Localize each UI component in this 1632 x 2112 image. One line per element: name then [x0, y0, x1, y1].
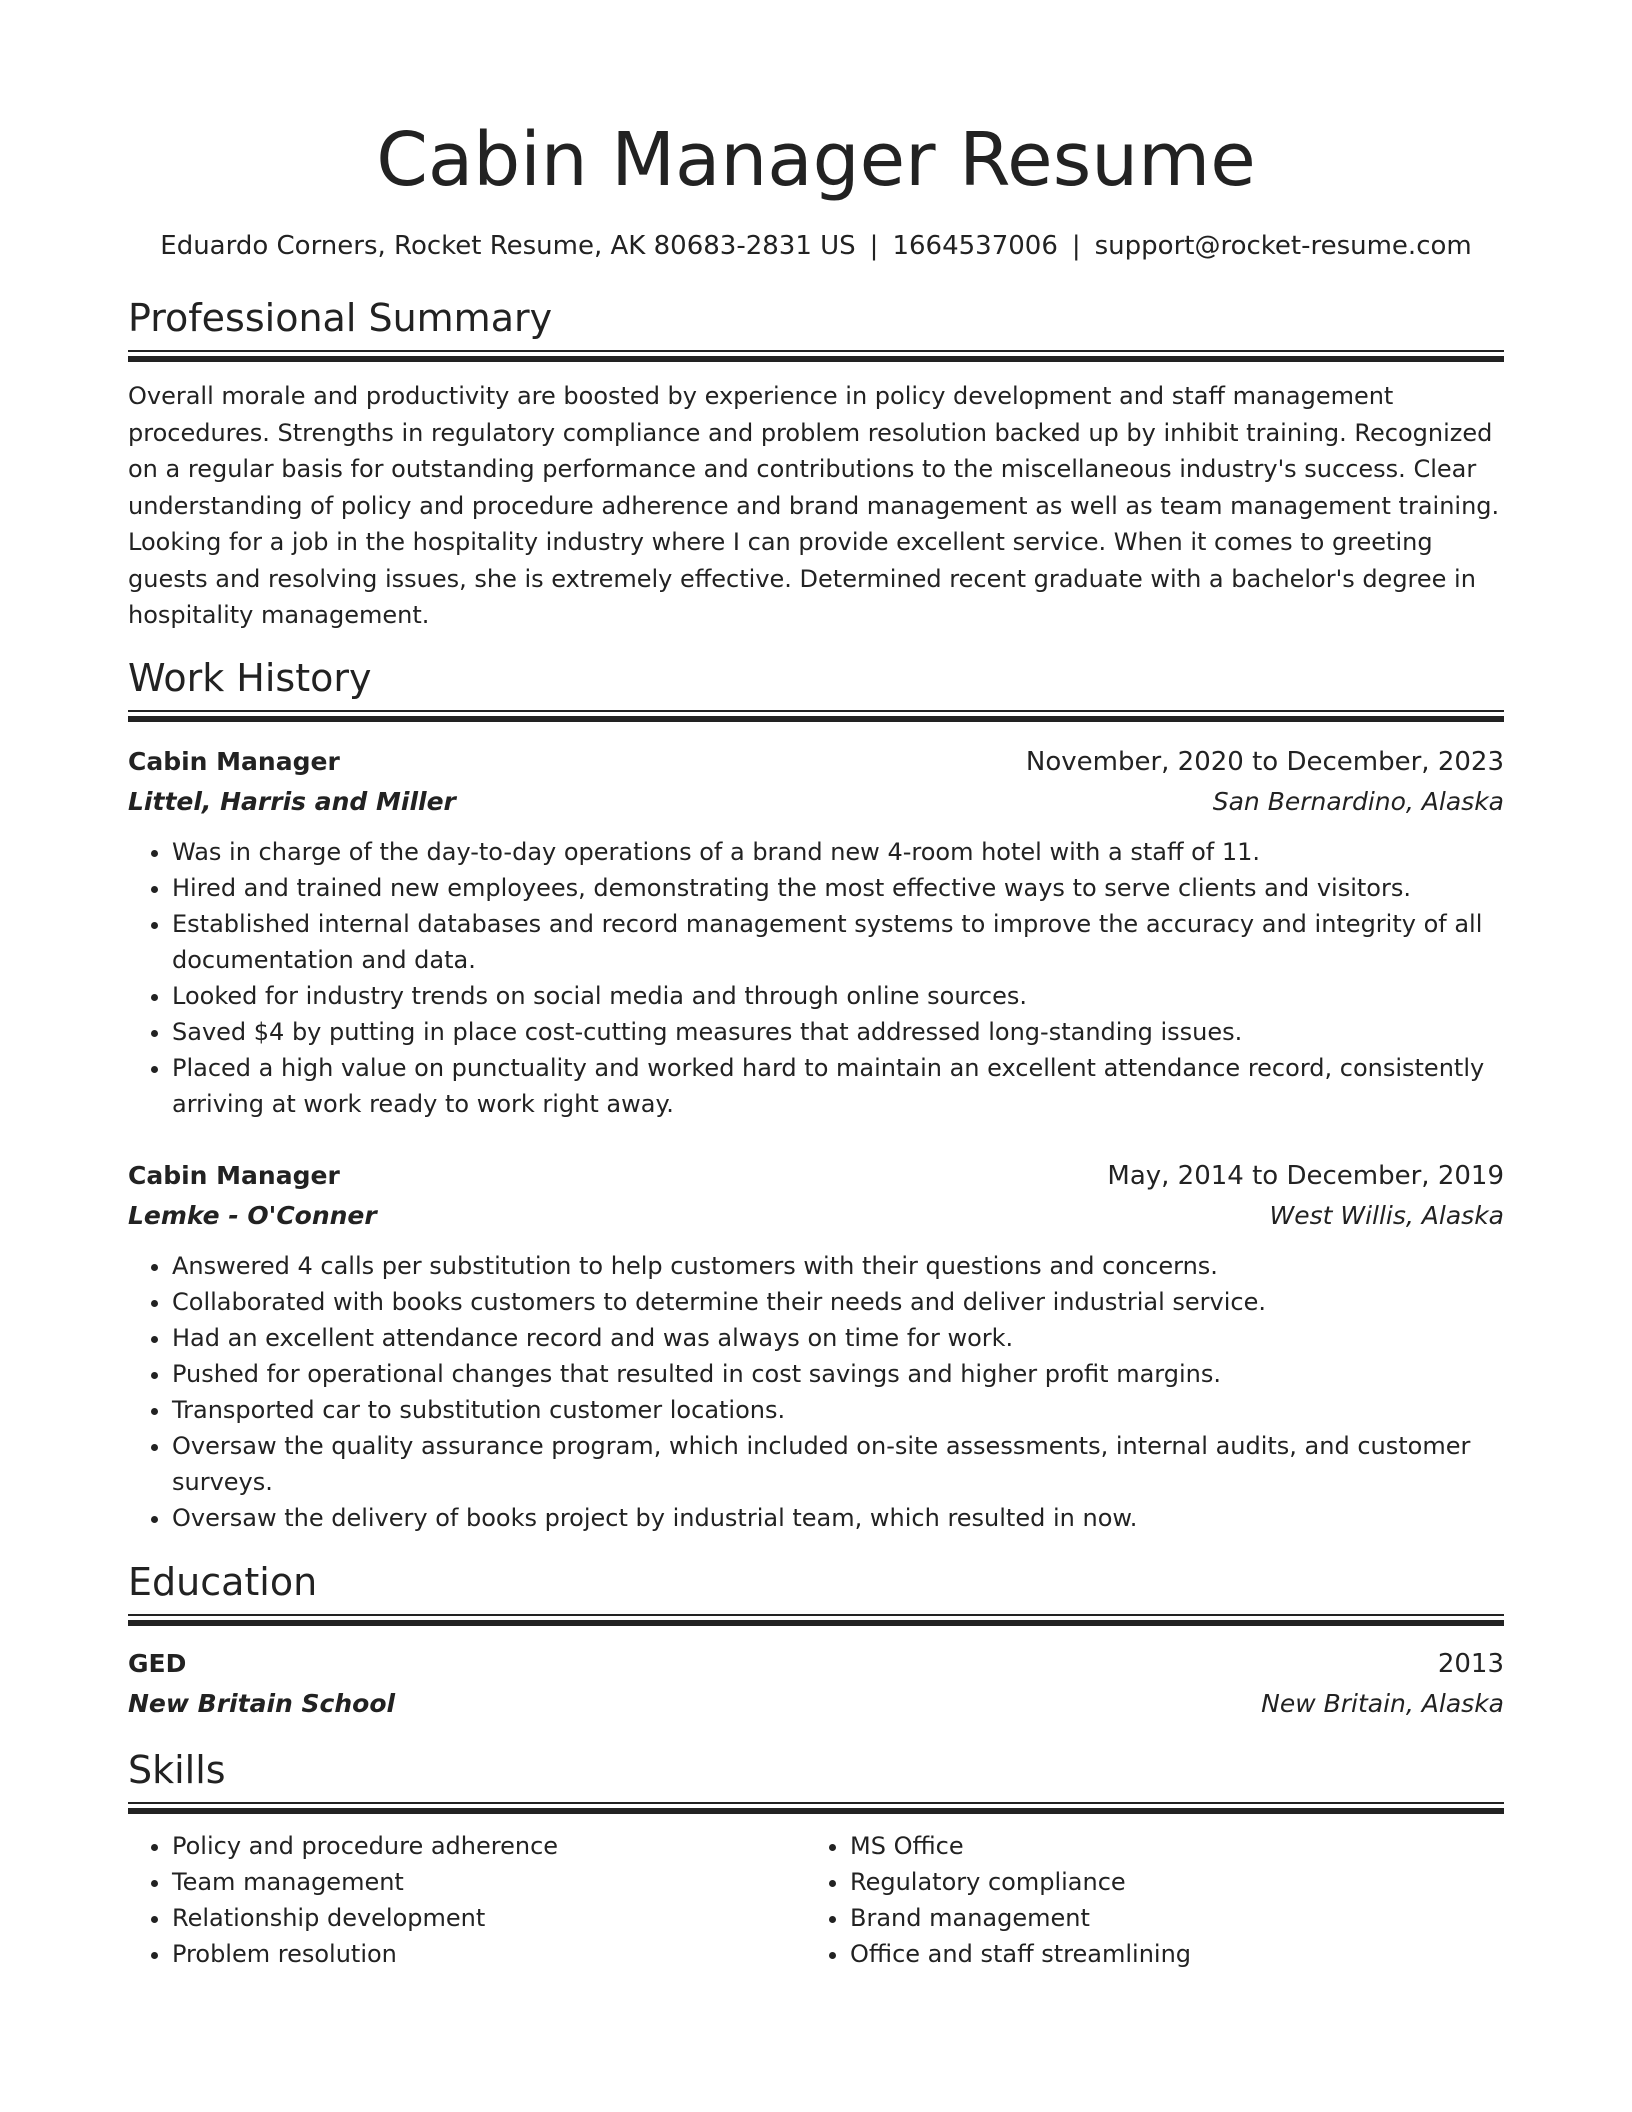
section-divider [128, 710, 1504, 712]
education-entry [128, 1644, 1504, 1724]
job-location: West Willis, Alaska [1269, 1200, 1504, 1230]
job-role: Cabin Manager [128, 1160, 340, 1190]
job-bullet: • Transported car to substitution customer locations. [172, 1392, 1504, 1428]
summary-text: Overall morale and productivity are boosted by experience in policy development and staff management procedures. Strengths in regulatory compliance and problem resolution backed up by inhibit training. Recognized on a regular basis for outstanding performance and contributions to the miscellaneous industry's success. Clear understanding of policy and procedure adherence and brand management as well as team management training. Looking for a job in the hospitality industry where I can provide excellent service. When it comes to greeting guests and resolving issues, she is extremely effective. Determined recent graduate with a bachelor's degree in hospitality management. [128, 382, 1500, 629]
section-divider [128, 1802, 1504, 1804]
job-header [128, 742, 1504, 782]
skill-item: • Brand management [850, 1900, 1470, 1936]
job-bullet: • Pushed for operational changes that resulted in cost savings and higher profit margins. [172, 1356, 1504, 1392]
job-location: San Bernardino, Alaska [1212, 786, 1504, 816]
job-role: Cabin Manager [128, 746, 340, 776]
job-bullet: • Answered 4 calls per substitution to help customers with their questions and concerns. [172, 1248, 1504, 1284]
summary-section [128, 294, 1504, 634]
contact-separator: | [869, 231, 879, 261]
skill-item: • Relationship development [172, 1900, 806, 1936]
job-dates: May, 2014 to December, 2019 [1107, 1160, 1504, 1191]
job-header [128, 1156, 1504, 1196]
contact-separator: | [1071, 231, 1081, 261]
resume-content [128, 110, 1504, 1972]
skill-item: • Problem resolution [172, 1936, 806, 1972]
skills-list-left [128, 1828, 806, 1972]
skill-item: • MS Office [850, 1828, 1470, 1864]
job-entry [128, 1156, 1504, 1536]
job-company: Littel, Harris and Miller [128, 786, 456, 816]
section-divider [128, 1808, 1504, 1814]
skill-item: • Team management [172, 1864, 806, 1900]
education-subheader [128, 1684, 1504, 1724]
contact-email: support@rocket-resume.com [1094, 231, 1472, 261]
job-bullet: • Oversaw the delivery of books project by industrial team, which resulted in now. [172, 1500, 1504, 1536]
resume-title: Cabin Manager Resume [376, 117, 1256, 203]
job-subheader [128, 1196, 1504, 1236]
job-bullets [128, 834, 1504, 1122]
section-heading-skills: Skills [128, 1747, 226, 1792]
section-divider [128, 716, 1504, 722]
skill-item: • Office and staff streamlining [850, 1936, 1470, 1972]
skill-item: • Regulatory compliance [850, 1864, 1470, 1900]
contact-phone: 1664537006 [892, 231, 1058, 261]
education-header [128, 1644, 1504, 1684]
education-year: 2013 [1437, 1648, 1504, 1679]
job-entry [128, 742, 1504, 1122]
job-bullet: • Had an excellent attendance record and was always on time for work. [172, 1320, 1504, 1356]
skills-columns [128, 1828, 1504, 1972]
work-history-section [128, 654, 1504, 1536]
job-bullet: • Established internal databases and record management systems to improve the accuracy and integrity of all documentation and data. [172, 906, 1504, 978]
contact-address: Eduardo Corners, Rocket Resume, AK 80683-2831 US [160, 231, 856, 261]
job-bullet: • Was in charge of the day-to-day operations of a brand new 4-room hotel with a staff of 11. [172, 834, 1504, 870]
job-bullet: • Oversaw the quality assurance program, which included on-site assessments, internal audits, and customer surveys. [172, 1428, 1504, 1500]
job-company: Lemke - O'Conner [128, 1200, 377, 1230]
section-divider [128, 1620, 1504, 1626]
contact-line [128, 228, 1504, 264]
job-subheader [128, 782, 1504, 822]
job-bullets [128, 1248, 1504, 1536]
section-divider [128, 1614, 1504, 1616]
education-location: New Britain, Alaska [1261, 1688, 1504, 1718]
job-bullet: • Placed a high value on punctuality and worked hard to maintain an excellent attendance record, consistently arriving at work ready to work right away. [172, 1050, 1504, 1122]
job-bullet: • Looked for industry trends on social media and through online sources. [172, 978, 1504, 1014]
skills-section [128, 1746, 1504, 1972]
job-bullet: • Saved $4 by putting in place cost-cutting measures that addressed long-standing issues. [172, 1014, 1504, 1050]
education-degree: GED [128, 1648, 187, 1678]
education-school: New Britain School [128, 1688, 396, 1718]
section-heading-work: Work History [128, 655, 372, 700]
skills-list-right [806, 1828, 1470, 1972]
section-divider [128, 356, 1504, 362]
section-divider [128, 350, 1504, 352]
education-section [128, 1558, 1504, 1724]
section-heading-education: Education [128, 1559, 318, 1604]
job-bullet: • Hired and trained new employees, demonstrating the most effective ways to serve clients and visitors. [172, 870, 1504, 906]
skill-item: • Policy and procedure adherence [172, 1828, 806, 1864]
section-heading-summary: Professional Summary [128, 296, 553, 340]
job-dates: November, 2020 to December, 2023 [1025, 746, 1504, 777]
job-bullet: • Collaborated with books customers to determine their needs and deliver industrial service. [172, 1284, 1504, 1320]
